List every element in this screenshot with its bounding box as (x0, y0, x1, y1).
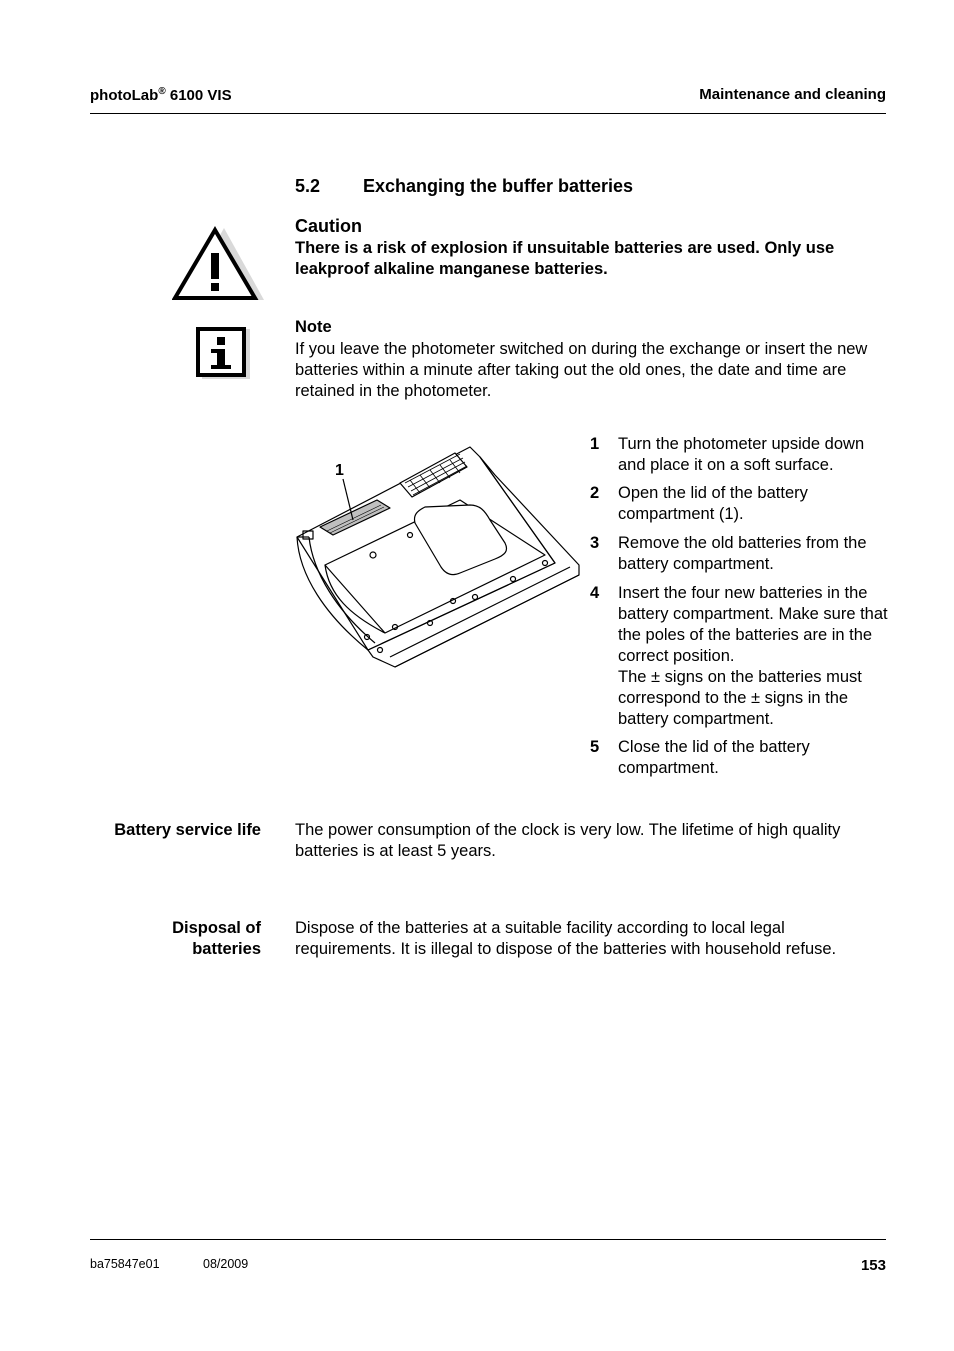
step-text: Insert the four new batteries in the battery compartment. Make sure that the poles of the batteries are in the correct position. (618, 584, 888, 665)
footer-date: 08/2009 (203, 1257, 249, 1271)
step-text-extra: The ± signs on the batteries must correspond to the ± signs in the battery compartment. (618, 668, 862, 728)
note-text: If you leave the photometer switched on during the exchange or insert the new batteries within a minute after taking out the old ones, the date and time are retained in the photometer. (295, 340, 868, 400)
product-model: 6100 VIS (165, 87, 232, 104)
battery-life-label: Battery service life (114, 821, 261, 839)
step-text: Close the lid of the battery compartment. (618, 738, 810, 777)
caution-heading: Caution (295, 216, 362, 236)
step-text: Open the lid of the battery compartment (1). (618, 484, 808, 523)
header-rule (90, 113, 886, 114)
running-header-chapter: Maintenance and cleaning (699, 86, 886, 103)
section-title: Exchanging the buffer batteries (363, 176, 634, 196)
note-heading: Note (295, 318, 332, 336)
step-text-block (618, 583, 888, 730)
disposal-text: Dispose of the batteries at a suitable facility according to local legal requirements. It is illegal to dispose of the batteries with household refuse. (295, 919, 837, 958)
disposal-label-line1: Disposal of (172, 919, 261, 937)
warning-triangle-icon (172, 222, 264, 304)
battery-life-text: The power consumption of the clock is very low. The lifetime of high quality batteries is at least 5 years. (295, 821, 841, 860)
registered-mark: ® (158, 86, 166, 97)
disposal-label-line2: batteries (192, 940, 261, 958)
step-text: Remove the old batteries from the battery compartment. (618, 534, 867, 573)
step-number: 4 (590, 584, 600, 602)
step-number: 3 (590, 534, 600, 552)
step-number: 5 (590, 738, 600, 756)
footer-rule (90, 1239, 886, 1240)
running-header-product (90, 86, 232, 104)
step-number: 1 (590, 435, 600, 453)
photometer-figure (295, 445, 585, 670)
info-icon (194, 325, 252, 381)
figure-callout: 1 (335, 462, 344, 479)
step-text: Turn the photometer upside down and place it on a soft surface. (618, 435, 865, 474)
page-number: 153 (860, 1257, 886, 1274)
disposal-label (90, 918, 261, 960)
step-number: 2 (590, 484, 600, 502)
caution-text: There is a risk of explosion if unsuitable batteries are used. Only use leakproof alkaline manganese batteries. (295, 239, 835, 278)
section-number: 5.2 (295, 176, 321, 196)
product-name: photoLab (90, 87, 159, 104)
footer-doc-id: ba75847e01 (90, 1257, 160, 1271)
